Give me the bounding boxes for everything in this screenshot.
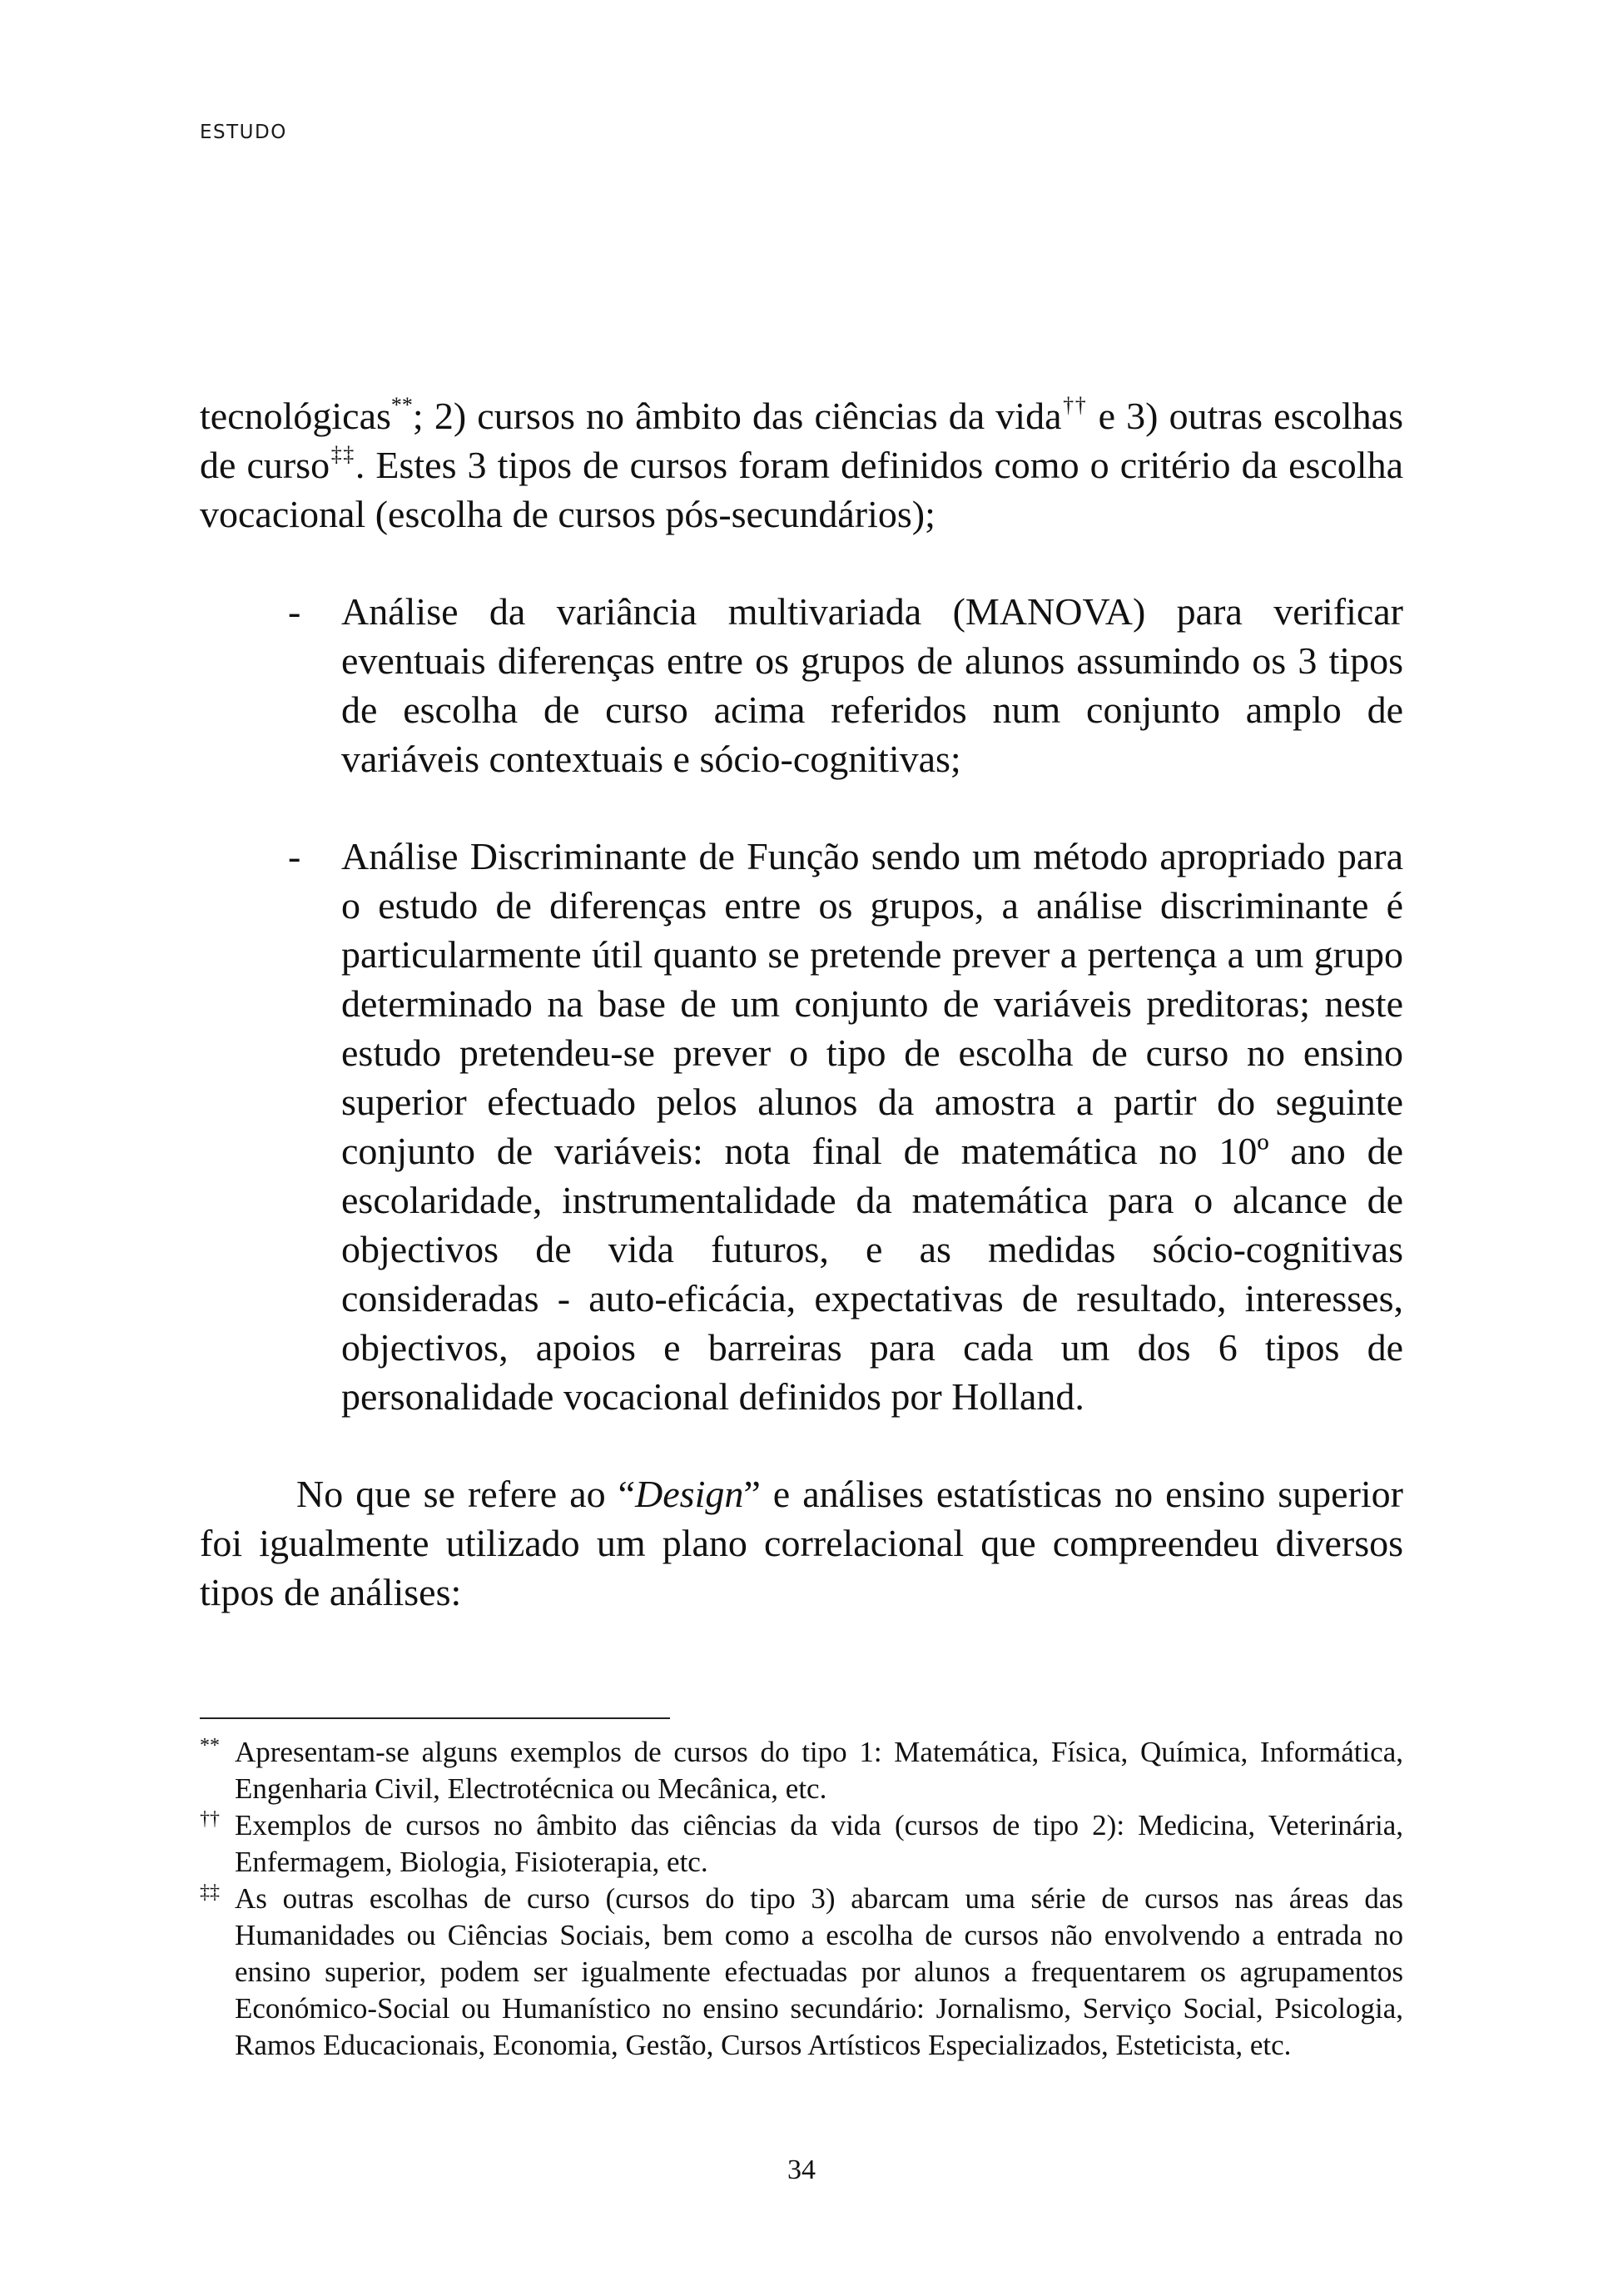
footnote-divider bbox=[200, 1717, 670, 1719]
footnote-text: Exemplos de cursos no âmbito das ciências da vida (cursos de tipo 2): Medicina, Veterinária, Enfermagem, Biologia, Fisioterapia, etc. bbox=[235, 1809, 1403, 1878]
footnote-mark: ** bbox=[200, 1735, 220, 1757]
bullet-item-discriminant bbox=[288, 832, 1403, 1421]
footnote-ref-3: ‡‡ bbox=[330, 442, 355, 466]
footnote-ref-2: †† bbox=[1061, 393, 1088, 417]
intro-part-1: tecnológicas bbox=[200, 395, 391, 437]
footnotes bbox=[200, 1734, 1403, 2064]
intro-part-4: . Estes 3 tipos de cursos foram definidos como o critério da escolha vocacional (escolha de cursos pós-secundários); bbox=[200, 444, 1404, 535]
intro-part-2: ; 2) cursos no âmbito das ciências da vida bbox=[412, 395, 1062, 437]
footnote-ref-1: ** bbox=[390, 393, 413, 417]
footnote-mark: †† bbox=[200, 1808, 220, 1830]
page-number: 34 bbox=[787, 2154, 816, 2185]
bullet-text: Análise da variância multivariada (MANOVA) para verificar eventuais diferenças entre os grupos de alunos assumindo os 3 tipos de escolha de curso acima referidos num conjunto amplo de variáveis contextuais e sócio-cognitivas; bbox=[341, 590, 1403, 780]
bullet-item-manova bbox=[288, 587, 1403, 783]
footnote-text: Apresentam-se alguns exemplos de cursos do tipo 1: Matemática, Física, Química, Informática, Engenharia Civil, Electrotécnica ou Mecânica, etc. bbox=[235, 1736, 1403, 1805]
running-head: ESTUDO bbox=[200, 122, 287, 143]
bullet-text: Análise Discriminante de Função sendo um método apropriado para o estudo de diferenças entre os grupos, a análise discriminante é particularmente útil quanto se pretende prever a pertença a um grupo determinado na base de um conjunto de variáveis preditoras; neste estudo pretendeu-se prever o tipo de escolha de curso no ensino superior efectuado pelos alunos da amostra a partir do seguinte conjunto de variáveis: nota final de matemática no 10º ano de escolaridade, instrumentalidade da matemática para o alcance de objectivos de vida futuros, e as medidas sócio-cognitivas consideradas - auto-eficácia, expectativas de resultado, interesses, objectivos, apoios e barreiras para cada um dos 6 tipos de personalidade vocacional definidos por Holland. bbox=[341, 835, 1403, 1418]
closing-after: ” e análises estatísticas no ensino superior foi igualmente utilizado um plano correlacional que compreendeu diversos tipos de análises: bbox=[200, 1473, 1403, 1613]
intro-part-3: e 3) outras escolhas de curso bbox=[200, 395, 1403, 486]
footnote-3 bbox=[200, 1881, 1403, 2064]
bullet-dash: - bbox=[288, 590, 301, 633]
footnote-mark: ‡‡ bbox=[200, 1881, 220, 1903]
closing-italic: Design bbox=[635, 1473, 744, 1515]
closing-before: No que se refere ao “ bbox=[296, 1473, 636, 1515]
closing-paragraph bbox=[200, 1469, 1403, 1617]
footnote-2 bbox=[200, 1807, 1403, 1881]
footnote-1 bbox=[200, 1734, 1403, 1807]
intro-paragraph bbox=[200, 391, 1403, 539]
bullet-dash: - bbox=[288, 835, 301, 877]
footnote-text: As outras escolhas de curso (cursos do tipo 3) abarcam uma série de cursos nas áreas das Humanidades ou Ciências Sociais, bem como a escolha de cursos não envolvendo a entrada no ensino superior, podem ser igualmente efectuadas por alunos a frequentarem os agrupamentos Económico-Social ou Humanístico no ensino secundário: Jornalismo, Serviço Social, Psicologia, Ramos Educacionais, Economia, Gestão, Cursos Artísticos Especializados, Esteticista, etc. bbox=[235, 1882, 1403, 2061]
main-text bbox=[200, 391, 1403, 1617]
